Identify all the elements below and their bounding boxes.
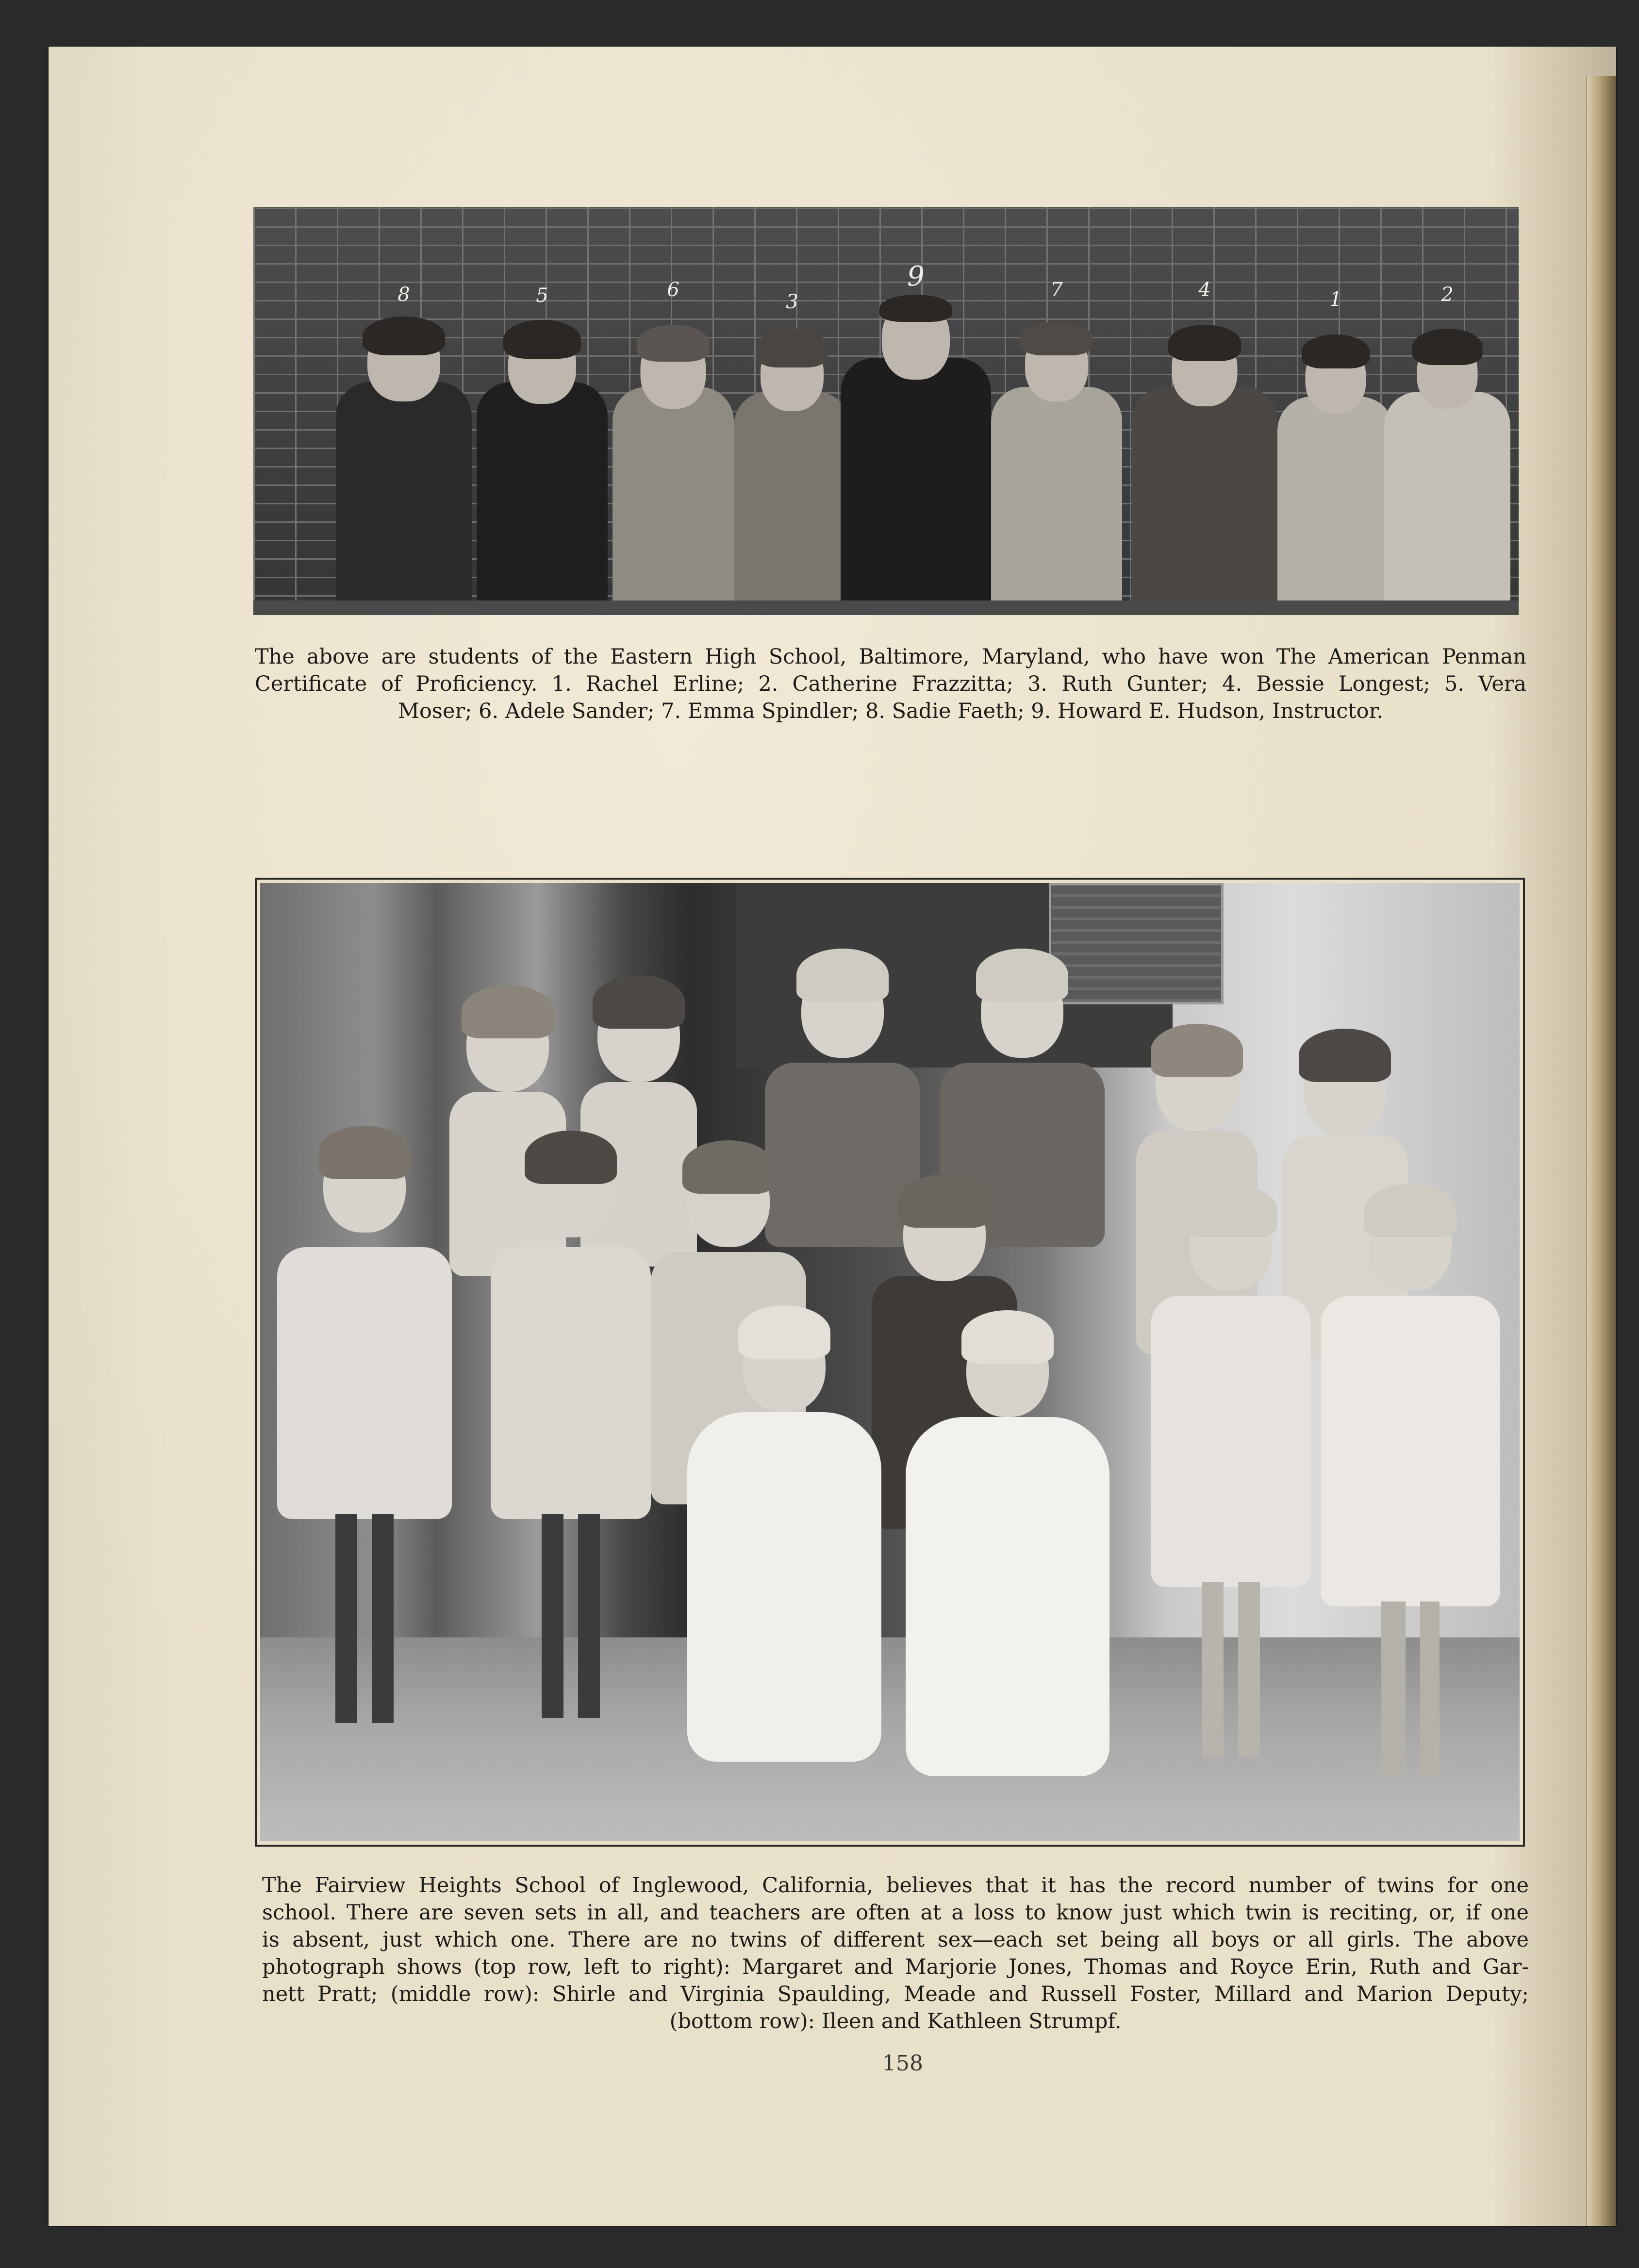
person-body bbox=[841, 358, 991, 615]
caption-line: Moser; 6. Adele Sander; 7. Emma Spindler; 8. Sadie Faeth; 9. Howard E. Hudson, Instructor. bbox=[397, 699, 1384, 723]
child-hair bbox=[1299, 1029, 1391, 1082]
person-body bbox=[734, 392, 850, 615]
fairview-twins-caption bbox=[262, 1872, 1529, 2035]
person-number: 4 bbox=[1198, 279, 1211, 301]
person-hair bbox=[756, 329, 828, 367]
child-hair bbox=[525, 1131, 617, 1184]
photo-person bbox=[841, 261, 991, 615]
caption-line: nett Pratt; (middle row): Shirle and Virginia Spaulding, Meade and Russell Foster, Millard and Marion Deputy; bbox=[262, 1982, 1529, 2006]
child-hair bbox=[976, 949, 1068, 1002]
person-body bbox=[1384, 392, 1510, 615]
child-legs bbox=[1202, 1582, 1260, 1757]
page-number: 158 bbox=[882, 2051, 923, 2076]
person-number: 9 bbox=[907, 261, 925, 292]
eastern-high-school-caption bbox=[255, 643, 1526, 725]
person-number: 8 bbox=[397, 284, 410, 306]
photo-child bbox=[687, 1296, 881, 1830]
caption-line: (bottom row): Ileen and Kathleen Strumpf. bbox=[669, 2009, 1122, 2034]
person-hair bbox=[503, 320, 581, 359]
person-hair bbox=[1412, 329, 1483, 365]
book-spine bbox=[1586, 76, 1616, 2226]
photo-child bbox=[275, 1111, 454, 1767]
photo-person bbox=[991, 279, 1122, 615]
person-hair bbox=[1168, 325, 1241, 361]
child-body bbox=[906, 1417, 1109, 1776]
child-hair bbox=[682, 1140, 775, 1194]
child-hair bbox=[796, 949, 889, 1002]
fairview-twins-photo-frame bbox=[255, 878, 1525, 1847]
child-hair bbox=[1151, 1024, 1243, 1077]
child-hair bbox=[738, 1305, 830, 1359]
eastern-high-school-photo bbox=[253, 207, 1519, 615]
photo-person bbox=[613, 279, 734, 615]
person-body bbox=[336, 382, 472, 615]
person-body bbox=[1277, 397, 1394, 615]
child-body bbox=[687, 1412, 881, 1762]
child-body bbox=[491, 1247, 651, 1519]
child-legs bbox=[542, 1514, 600, 1718]
person-hair bbox=[1020, 321, 1093, 355]
child-legs bbox=[335, 1514, 394, 1723]
photo-child bbox=[488, 1116, 653, 1771]
photo-person bbox=[336, 284, 472, 615]
photo-person bbox=[477, 284, 608, 615]
child-body bbox=[1151, 1296, 1311, 1587]
child-hair bbox=[593, 975, 685, 1029]
fairview-twins-photo bbox=[260, 883, 1520, 1841]
person-body bbox=[1132, 387, 1277, 615]
child-hair bbox=[1185, 1184, 1277, 1237]
child-hair bbox=[898, 1174, 991, 1228]
child-body bbox=[277, 1247, 452, 1519]
person-body bbox=[991, 387, 1122, 615]
photo-child bbox=[906, 1301, 1109, 1834]
child-hair bbox=[961, 1310, 1054, 1364]
caption-line: is absent, just which one. There are no twins of different sex—each set being all boys or all girls. The above bbox=[262, 1928, 1529, 1952]
child-legs bbox=[1381, 1601, 1440, 1776]
person-number: 2 bbox=[1441, 284, 1454, 306]
person-hair bbox=[637, 325, 710, 362]
child-body bbox=[1321, 1296, 1500, 1606]
child-hair bbox=[1364, 1184, 1457, 1237]
child-hair bbox=[462, 985, 554, 1038]
photo-child bbox=[1143, 1174, 1318, 1805]
photo-person bbox=[1384, 284, 1510, 615]
person-body bbox=[613, 387, 734, 615]
photo-person bbox=[1132, 279, 1277, 615]
person-number: 5 bbox=[536, 284, 548, 307]
caption-line: school. There are seven sets in all, and teachers are often at a loss to know just which twin is reciting, or, if one bbox=[262, 1901, 1529, 1925]
photo-person bbox=[734, 291, 850, 615]
person-hair bbox=[363, 317, 445, 355]
caption-line: photograph shows (top row, left to right): Margaret and Marjorie Jones, Thomas and Royce Erin, Ruth and Gar- bbox=[262, 1955, 1529, 1979]
photo-child bbox=[1313, 1174, 1507, 1815]
caption-line: Certificate of Proficiency. 1. Rachel Erline; 2. Catherine Frazzitta; 3. Ruth Gunter; 4. Bessie Longest; 5. Vera bbox=[255, 672, 1526, 696]
photo-person bbox=[1277, 288, 1394, 615]
person-body bbox=[477, 382, 608, 615]
person-number: 7 bbox=[1050, 279, 1063, 301]
person-hair bbox=[1302, 334, 1370, 368]
person-number: 1 bbox=[1329, 288, 1342, 311]
caption-line: The Fairview Heights School of Inglewood, California, believes that it has the record number of twins for one bbox=[262, 1873, 1529, 1898]
child-hair bbox=[318, 1126, 411, 1179]
photo-ground bbox=[253, 600, 1519, 615]
person-hair bbox=[879, 295, 952, 322]
person-number: 6 bbox=[667, 279, 679, 301]
caption-line: The above are students of the Eastern High School, Baltimore, Maryland, who have won The American Penman bbox=[255, 645, 1526, 669]
person-number: 3 bbox=[786, 291, 798, 313]
